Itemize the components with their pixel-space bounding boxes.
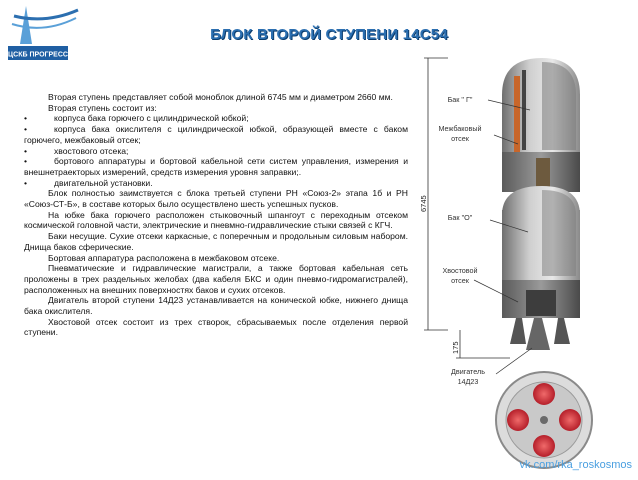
bullet-mark: • <box>24 124 28 135</box>
bullet-item <box>24 113 408 124</box>
paragraph: Блок полностью заимствуется с блока третьей ступени РН «Союз-2» этапа 1б и РН «Союз-СТ-Б», в составе которых было осуществлено шесть успешных пусков. <box>24 188 408 210</box>
stage-diagram <box>418 40 638 480</box>
label-engine-2: 14Д23 <box>457 377 479 386</box>
paragraph: Вторая ступень представляет собой моноблок длиной 6745 мм и диаметром 2660 мм. <box>48 92 393 102</box>
label-tail-2: отсек <box>451 276 469 285</box>
dimension-short-label: 175 <box>451 341 460 354</box>
leader-engine <box>496 348 532 374</box>
label-engine-1: Двигатель <box>451 367 485 376</box>
bullet-text: двигательной установки. <box>54 177 153 188</box>
nozzle-top <box>533 383 555 405</box>
paragraph: На юбке бака горючего расположен стыковочный шпангоут с переходным отсеком космической головной части, электрические и пневмно-гидравлические стыки связей с КГЧ. <box>24 209 408 231</box>
dimension-length-label: 6745 <box>419 195 428 212</box>
body-text <box>24 92 408 338</box>
label-tail-1: Хвостовой <box>442 266 478 275</box>
page-title: БЛОК ВТОРОЙ СТУПЕНИ 14С54 <box>210 26 448 43</box>
bullet-item <box>24 146 408 157</box>
bullet-mark: • <box>24 113 28 124</box>
nozzle-center-bottom <box>540 416 548 424</box>
paragraph: Вторая ступень состоит из: <box>48 102 157 113</box>
bullet-mark: • <box>24 177 28 188</box>
paragraph: Бортовая аппаратура расположена в межбаковом отсеке. <box>48 252 280 263</box>
bullet-mark: • <box>24 145 28 156</box>
paragraph: Пневматические и гидравлические магистрали, а также бортовая кабельная сеть проложены в трех раздельных желобах (два кабеля БКС и один пневмо-гидромагистралей), расположенных на внешних поверхностях баков и сухих отсеков. <box>24 263 408 295</box>
tail-equipment <box>526 290 556 316</box>
feed-pipe-gray <box>522 70 526 150</box>
paragraph: Хвостовой отсек состоит из трех створок, сбрасываемых после отделения первой ступени. <box>24 316 408 338</box>
nozzle-left <box>510 318 526 344</box>
bullet-text: хвостового отсека; <box>54 145 129 156</box>
bullet-item <box>24 156 408 177</box>
label-tank-o: Бак "О" <box>447 213 473 222</box>
bullet-text: корпуса бака горючего с цилиндрической юбкой; <box>54 113 249 124</box>
label-interstage-1: Межбаковый <box>438 124 482 133</box>
label-interstage-2: отсек <box>451 134 469 143</box>
bullet-item <box>24 178 408 189</box>
tank-o-cutaway <box>542 190 576 276</box>
paragraph: Баки несущие. Сухие отсеки каркасные, с поперечным и продольным силовым набором. Днища баков сферические. <box>24 231 408 252</box>
footer-link[interactable]: vk.com/rka_roskosmos <box>519 459 632 471</box>
nozzle-right <box>554 318 570 344</box>
nozzle-center <box>526 318 550 350</box>
paragraph: Двигатель второй ступени 14Д23 устанавливается на конической юбке, нижнего днища бака окислителя. <box>24 295 408 317</box>
nozzle-bottom <box>533 435 555 457</box>
logo-text: ЦСКБ ПРОГРЕСС <box>8 51 68 59</box>
interstage-equipment <box>536 158 550 188</box>
bullet-item <box>24 124 408 145</box>
bullet-mark: • <box>24 156 28 167</box>
nozzle-left-bottom <box>507 409 529 431</box>
label-tank-g: Бак " Г" <box>447 95 473 104</box>
nozzle-right-bottom <box>559 409 581 431</box>
tank-g-cutaway <box>542 62 576 150</box>
bullet-text: корпуса бака окислителя с цилиндрической юбкой, образующей вместе с баком горючего, межбаковый отсек; <box>24 124 408 145</box>
bullet-text: бортового аппаратуры и бортовой кабельной сети систем управления, измерения и внешнетраекторых измерений, средств измерения уровня заправки;. <box>24 156 408 177</box>
